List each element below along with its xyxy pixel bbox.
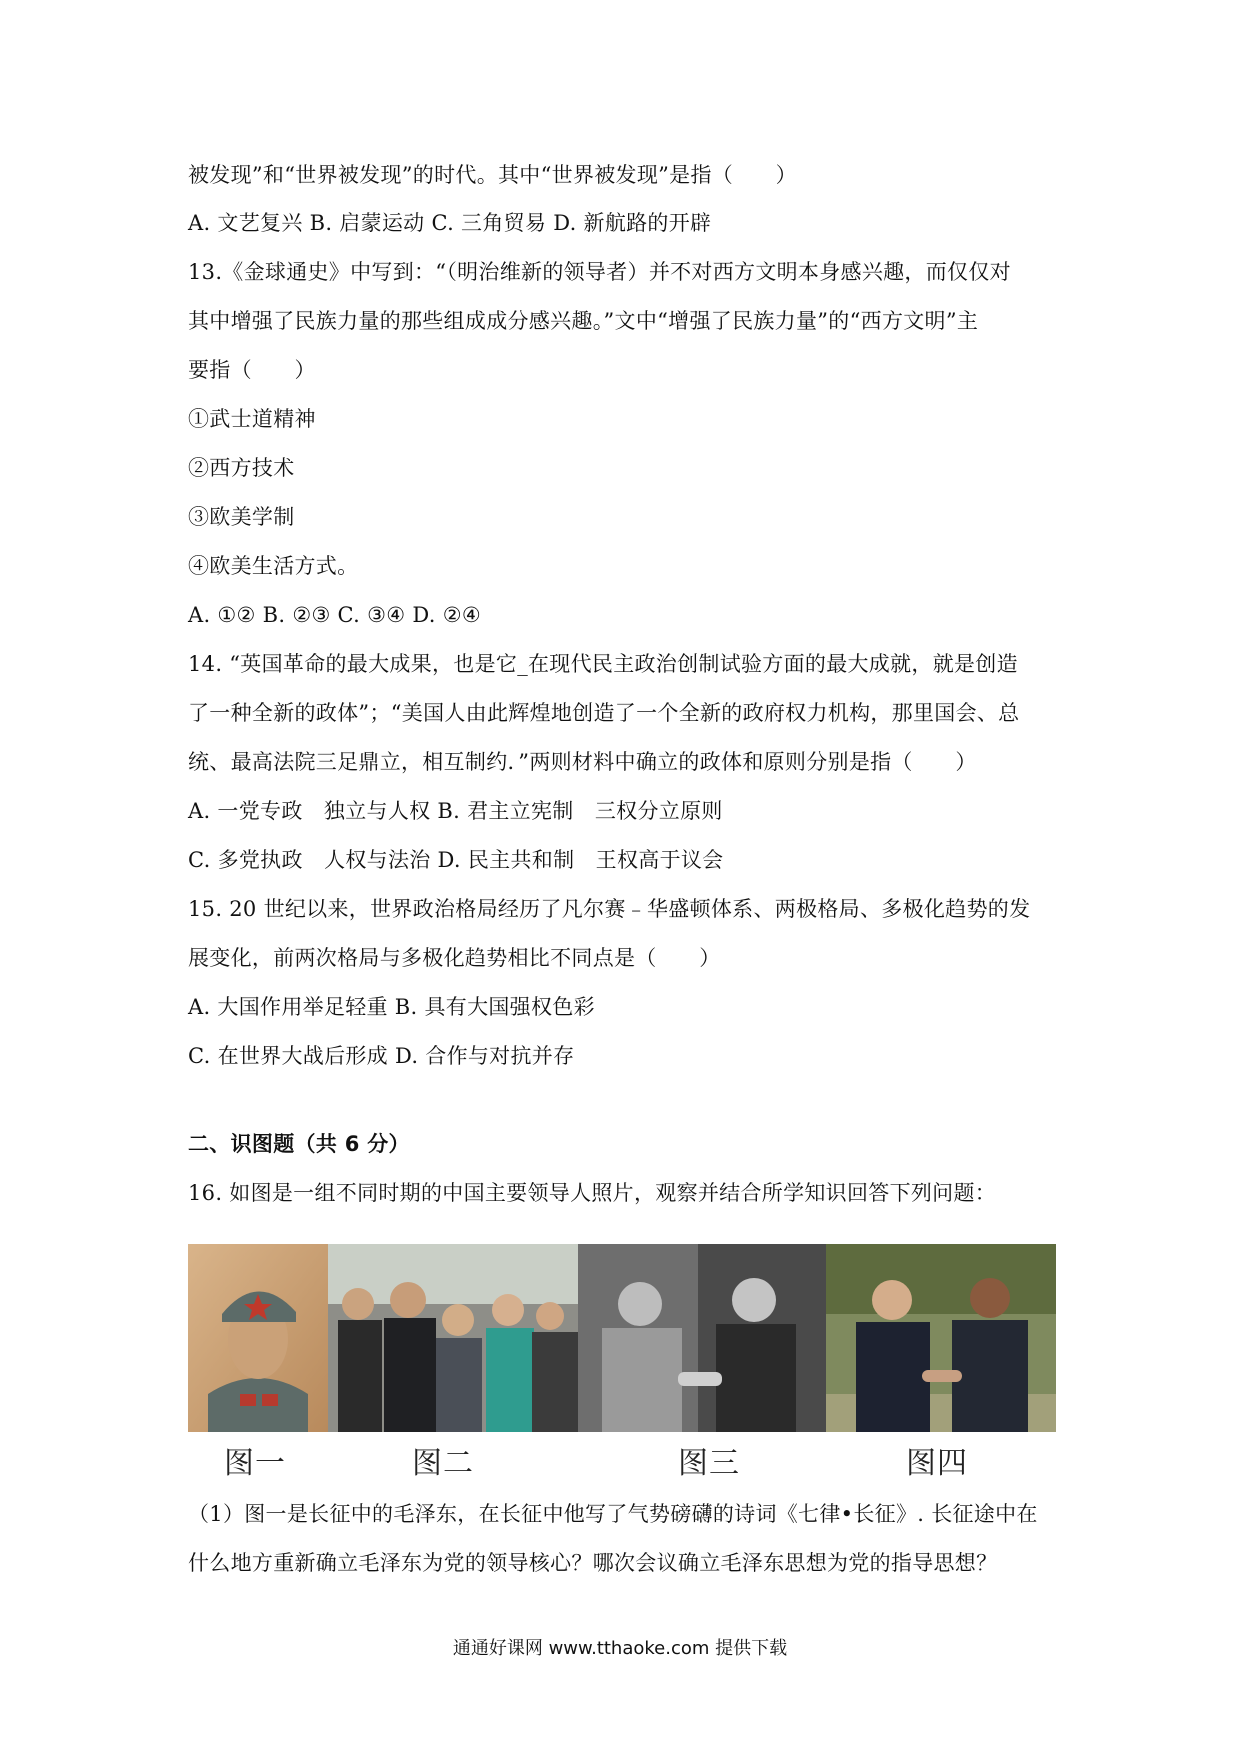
option-item: ③欧美学制 [188,505,295,529]
question-13: 13.《金球通史》中写到：“（明治维新的领导者）并不对西方文明本身感兴趣，而仅仅对 [188,260,1011,284]
page-footer: 通通好课网 www.tthaoke.com 提供下载 [452,1638,788,1659]
photo-4 [826,1244,1056,1432]
photo-3 [578,1244,826,1432]
caption-figure-2: 图二 [412,1446,474,1481]
caption-figure-1: 图一 [224,1446,286,1481]
text-line: 展变化，前两次格局与多极化趋势相比不同点是（ ） [188,946,721,970]
photo-2 [328,1244,578,1432]
text-line: 要指（ ） [188,358,316,382]
text-line: 被发现”和“世界被发现”的时代。其中“世界被发现”是指（ ） [188,163,797,187]
answer-options: A. 文艺复兴 B. 启蒙运动 C. 三角贸易 D. 新航路的开辟 [188,211,712,235]
question-14: 14. “英国革命的最大成果，也是它_在现代民主政治创制试验方面的最大成就，就是创造 [188,652,1018,676]
text-line: 什么地方重新确立毛泽东为党的领导核心？哪次会议确立毛泽东思想为党的指导思想？ [188,1551,998,1575]
answer-options: A. 大国作用举足轻重 B. 具有大国强权色彩 [188,995,595,1019]
answer-options: C. 多党执政 人权与法治 D. 民主共和制 王权高于议会 [188,848,724,872]
question-16-part-1: （1）图一是长征中的毛泽东，在长征中他写了气势磅礴的诗词《七律•长征》. 长征途中在 [188,1502,1038,1526]
text-line: 了一种全新的政体”；“美国人由此辉煌地创造了一个全新的政府权力机构，那里国会、总 [188,701,1020,725]
text-line: 统、最高法院三足鼎立，相互制约．”两则材料中确立的政体和原则分别是指（ ） [188,750,977,774]
caption-figure-3: 图三 [678,1446,740,1481]
question-16: 16. 如图是一组不同时期的中国主要领导人照片，观察并结合所学知识回答下列问题： [188,1181,997,1205]
text-line: 其中增强了民族力量的那些组成成分感兴趣。”文中“增强了民族力量”的“西方文明”主 [188,309,979,333]
leader-photo-strip [188,1244,1056,1481]
caption-figure-4: 图四 [906,1446,968,1481]
answer-options: C. 在世界大战后形成 D. 合作与对抗并存 [188,1044,575,1068]
answer-options: A. ①② B. ②③ C. ③④ D. ②④ [188,603,481,627]
question-15: 15. 20 世纪以来，世界政治格局经历了凡尔赛﹣华盛顿体系、两极格局、多极化趋势的发 [188,897,1031,921]
option-item: ①武士道精神 [188,407,316,431]
answer-options: A. 一党专政 独立与人权 B. 君主立宪制 三权分立原则 [188,799,723,823]
option-item: ②西方技术 [188,456,295,480]
option-item: ④欧美生活方式。 [188,554,359,578]
photo-1 [188,1244,328,1432]
section-heading: 二、识图题（共 6 分） [188,1132,410,1156]
